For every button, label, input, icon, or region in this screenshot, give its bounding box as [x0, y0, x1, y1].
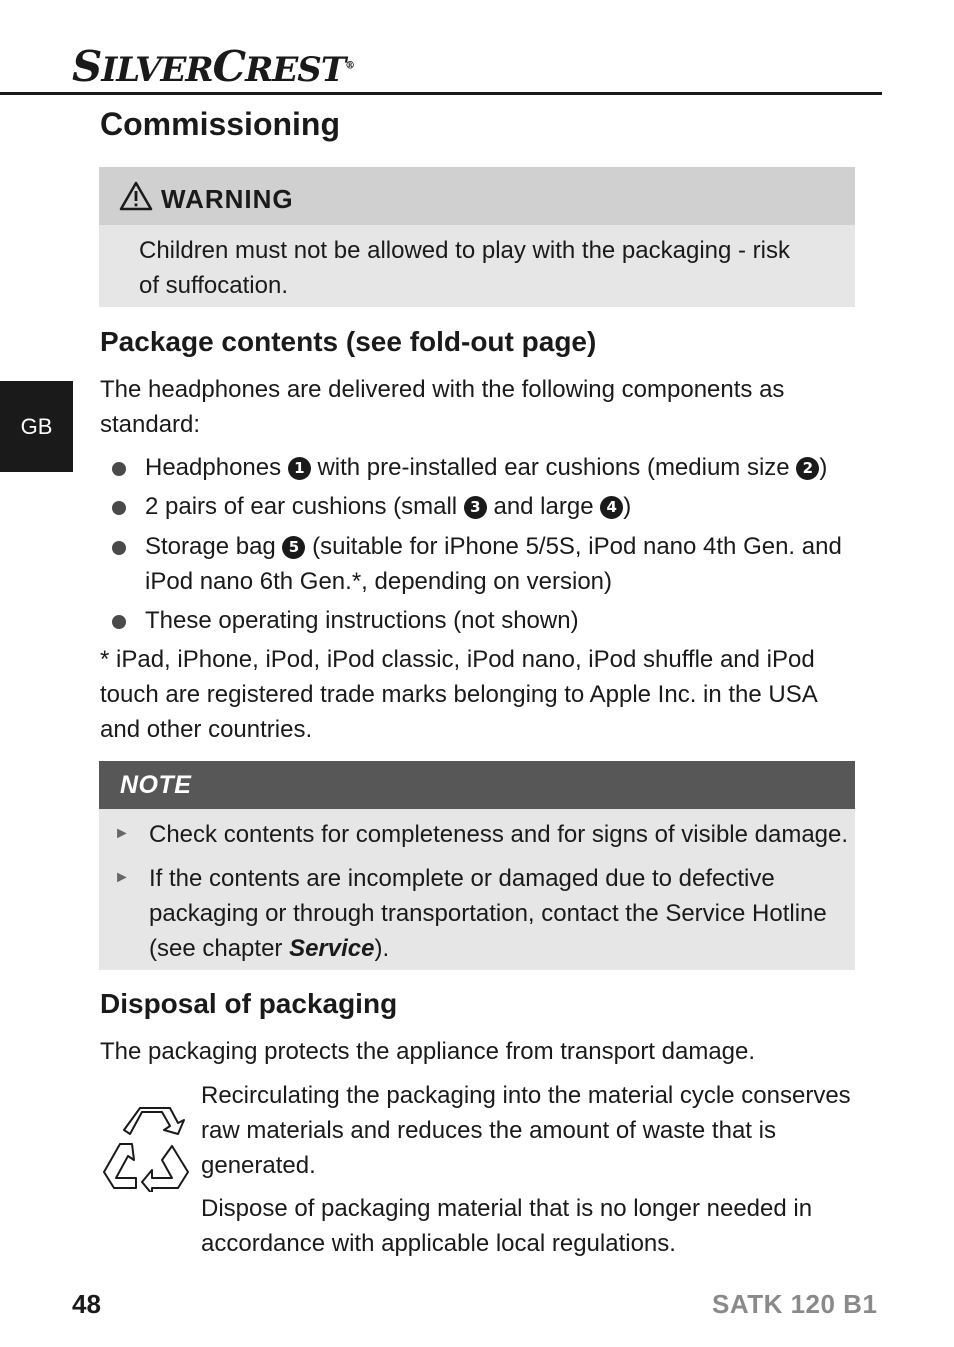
model-number: SATK 120 B1 [712, 1289, 878, 1319]
warning-header [99, 167, 855, 225]
section-title-disposal: Disposal of packaging [100, 988, 398, 1019]
header-rule [0, 92, 882, 95]
callout-number: 3 [464, 496, 487, 519]
callout-number: 2 [796, 457, 819, 480]
disposal-regulations-text: Dispose of packaging material that is no longer needed in accordance with applicable local regulations. [201, 1195, 813, 1257]
warning-text: Children must not be allowed to play with the packaging - risk of suffocation. [139, 237, 790, 299]
language-tab [0, 381, 73, 472]
note-header [99, 761, 855, 809]
warning-label: WARNING [161, 183, 294, 214]
package-contents-intro: The headphones are delivered with the following components as standard: [100, 376, 785, 438]
triangle-right-icon: ► [114, 869, 130, 886]
recycle-icon [100, 1104, 192, 1192]
trademark-footnote: * iPad, iPhone, iPod, iPod classic, iPod nano, iPod shuffle and iPod touch are registered trade marks belonging to Apple Inc. in the USA and other countries. [100, 646, 817, 743]
language-tab-label: GB [20, 413, 53, 439]
section-title-package-contents: Package contents (see fold-out page) [100, 326, 597, 357]
warning-body [99, 225, 855, 307]
triangle-right-icon: ► [114, 825, 130, 842]
chapter-reference: Service [289, 935, 375, 962]
note-body: ► Check contents for completeness and for signs of visible damage. ► If the contents are incomplete or damaged due to defective packaging or through transportation, contact the Service Hotline (see chapter Service). [99, 809, 855, 970]
disposal-recycle-text: Recirculating the packaging into the material cycle conserves raw materials and reduces the amount of waste that is generated. [201, 1082, 851, 1179]
bullet-dot-icon [112, 501, 126, 515]
brand-logo: SILVERCREST® [72, 42, 356, 91]
disposal-intro: The packaging protects the appliance from transport damage. [100, 1038, 756, 1065]
page-number: 48 [72, 1289, 101, 1319]
bullet-dot-icon [112, 462, 126, 476]
callout-number: 4 [600, 496, 623, 519]
bullet-dot-icon [112, 541, 126, 555]
section-title-commissioning: Commissioning [100, 106, 341, 142]
bullet-dot-icon [112, 615, 126, 629]
note-label: NOTE [120, 770, 192, 799]
warning-triangle-icon [119, 181, 153, 211]
callout-number: 1 [288, 457, 311, 480]
callout-number: 5 [282, 536, 305, 559]
